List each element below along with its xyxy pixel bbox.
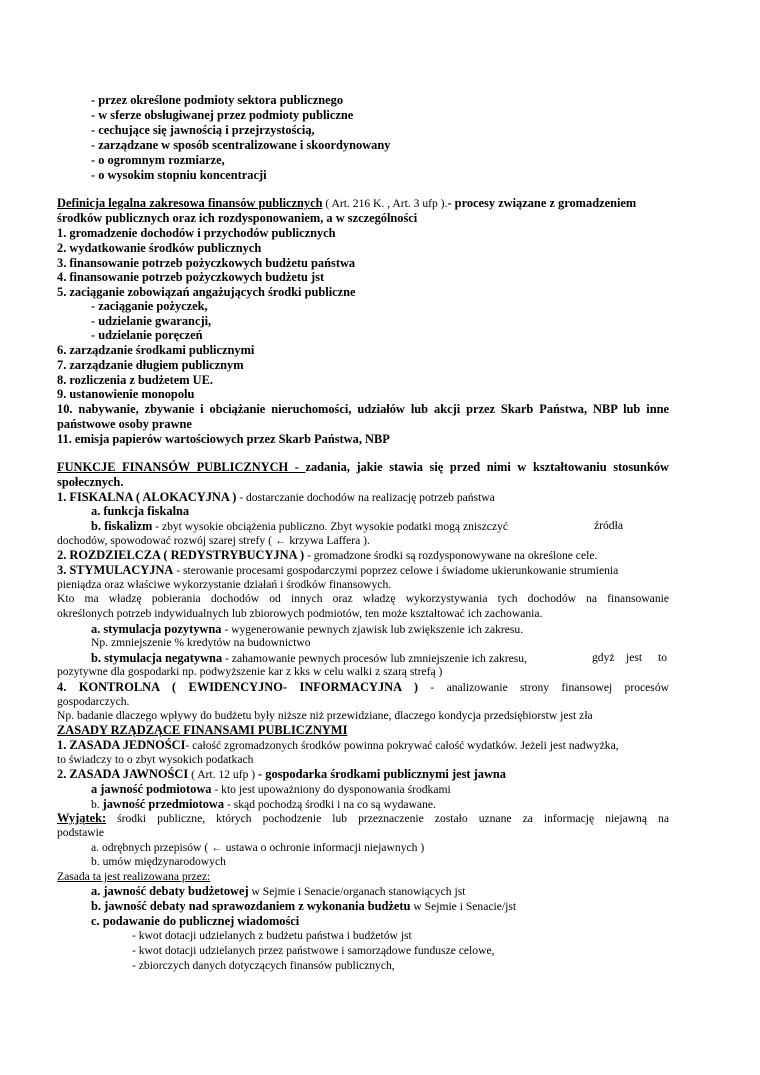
function-4-text-2: gospodarczych. (57, 695, 130, 708)
exception-title: Wyjątek: (57, 811, 107, 825)
function-1 (57, 490, 495, 505)
definition-item: 5. zaciąganie zobowiązań angażujących środki publiczne (57, 285, 356, 299)
function-3b-text-2: pozytywne dla gospodarki np. podwyższenie kar z kks w celu walki z szarą strefą ) (57, 665, 443, 678)
realized-a-text: w Sejmie i Senacie/organach stanowiących jst (248, 885, 466, 898)
intro-item: - cechujące się jawnością i przejrzystością, (91, 123, 315, 137)
functions-title-rest: zadania, jakie stawia się przed nimi w kształtowaniu stosunków (305, 460, 669, 474)
principle-2b-text: - skąd pochodzą środki i na co są wydawane. (224, 798, 436, 811)
definition-item: 2. wydatkowanie środków publicznych (57, 241, 262, 255)
function-1b-text-end: źródła (594, 519, 623, 532)
principle-2-title: 2. ZASADA JAWNOŚCI (57, 767, 189, 781)
intro-item: - zarządzane w sposób scentralizowane i skoordynowany (91, 138, 391, 152)
function-3b-text: - zahamowanie pewnych procesów lub zmniejszenie ich zakresu, (222, 652, 527, 665)
functions-title-rest-2: społecznych. (57, 475, 124, 489)
principle-2b-title: jawność przedmiotowa (102, 797, 225, 811)
principle-2b (91, 797, 436, 812)
definition-item-10-cont: państwowe osoby prawne (57, 417, 192, 431)
definition-item: 1. gromadzenie dochodów i przychodów publicznych (57, 226, 336, 240)
definition-item-11: 11. emisja papierów wartościowych przez Skarb Państwa, NBP (57, 432, 390, 446)
realized-title: Zasada ta jest realizowana przez: (57, 870, 211, 883)
function-4-example: Np. badanie dlaczego wpływy do budżetu były niższe niż przewidziane, dlaczego kondycja przedsiębiorstw jest zła (57, 709, 593, 722)
principle-2-text: - gospodarka środkami publicznymi jest jawna (258, 767, 507, 781)
function-3b-jest-word: jest (626, 651, 643, 664)
realized-c-item: - kwot dotacji udzielanych przez państwowe i samorządowe fundusze celowe, (132, 944, 495, 957)
realized-b-title: b. jawność debaty nad sprawozdaniem z wykonania budżetu (91, 899, 411, 913)
function-3 (57, 563, 618, 578)
realized-a-title: a. jawność debaty budżetowej (91, 884, 249, 898)
function-3-text-2: pieniądza oraz właściwe wykorzystanie działań i środków finansowych. (57, 578, 392, 591)
function-1b-title: b. fiskalizm (91, 519, 153, 533)
function-3a-text: - wygenerowanie pewnych zjawisk lub zwiększenie ich zakresu. (221, 623, 524, 636)
function-2 (57, 548, 597, 563)
intro-item: - o wysokim stopniu koncentracji (91, 168, 267, 182)
function-3a (91, 622, 523, 637)
principle-2b-prefix: b. (91, 798, 103, 811)
principle-1-text: - całość zgromadzonych środków powinna pokrywać całość wydatków. Jeżeli jest nadwyżka, (185, 739, 619, 752)
function-1-text: - dostarczanie dochodów na realizację potrzeb państwa (236, 491, 495, 504)
definition-text: - procesy związane z gromadzeniem (447, 196, 637, 210)
exception-text-2: podstawie (57, 826, 105, 839)
function-3a-example: Np. zmniejszenie % kredytów na budownictwo (91, 636, 311, 649)
function-1b-text-2: dochodów, spowodować rozwój szarej strefy ( ← krzywa Laffera ). (57, 534, 370, 547)
function-3b-gap-word: gdyż (592, 651, 615, 664)
realized-c-item: - kwot dotacji udzielanych z budżetu państwa i budżetów jst (132, 929, 412, 942)
function-3b (91, 651, 527, 666)
definition-item: 7. zarządzanie długiem publicznym (57, 358, 244, 372)
definition-ref: ( Art. 216 K. , Art. 3 ufp ). (322, 197, 448, 210)
principle-2-ref: ( Art. 12 ufp ) (188, 768, 259, 781)
definition-item: 9. ustanowienie monopolu (57, 387, 195, 401)
function-4-text: - analizowanie strony finansowej procesów (418, 681, 669, 694)
principle-1 (57, 738, 619, 753)
function-3b-to-word: to (658, 651, 668, 664)
principle-1-title: 1. ZASADA JEDNOŚCI (57, 738, 186, 752)
realized-a (91, 884, 465, 899)
intro-item: - o ogromnym rozmiarze, (91, 153, 225, 167)
function-3-text: - sterowanie procesami gospodarczymi poprzez celowe i świadome ukierunkowanie strumienia (173, 564, 619, 577)
realized-c-item: - zbiorczych danych dotyczących finansów publicznych, (132, 959, 395, 972)
realized-b-text: w Sejmie i Senacie/jst (410, 900, 517, 913)
function-3-text-3: Kto ma władzę pobierania dochodów od innych oraz władzę wykorzystywania tych dochodów na finansowanie (57, 592, 669, 605)
definition-text-2: środków publicznych oraz ich rozdysponowaniem, a w szczególności (57, 211, 418, 225)
function-1-title: 1. FISKALNA ( ALOKACYJNA ) (57, 490, 237, 504)
functions-title: FUNKCJE FINANSÓW PUBLICZNYCH - (57, 460, 306, 474)
exception (57, 811, 669, 826)
definition-item: 6. zarządzanie środkami publicznymi (57, 343, 255, 357)
exception-b: b. umów międzynarodowych (91, 855, 226, 868)
realized-b (91, 899, 516, 914)
function-4 (57, 680, 669, 695)
principle-2a-text: - kto jest upoważniony do dysponowania środkami (211, 783, 451, 796)
definition-subitem: - udzielanie poręczeń (91, 328, 203, 342)
function-2-text: - gromadzone środki są rozdysponowywane na określone cele. (304, 549, 598, 562)
principle-2a-title: a jawność podmiotowa (91, 782, 212, 796)
function-3-title: 3. STYMULACYJNA (57, 563, 174, 577)
intro-item: - przez określone podmioty sektora publicznego (91, 93, 344, 107)
function-2-title: 2. ROZDZIELCZA ( REDYSTRYBUCYJNA ) (57, 548, 305, 562)
intro-item: - w sferze obsługiwanej przez podmioty publiczne (91, 108, 354, 122)
definition-subitem: - zaciąganie pożyczek, (91, 299, 208, 313)
principle-2 (57, 767, 506, 782)
exception-a: a. odrębnych przepisów ( ← ustawa o ochronie informacji niejawnych ) (91, 841, 425, 854)
definition-subitem: - udzielanie gwarancji, (91, 314, 212, 328)
definition-title: Definicja legalna zakresowa finansów publicznych (57, 196, 323, 210)
definition-item: 8. rozliczenia z budżetem UE. (57, 373, 213, 387)
function-1a: a. funkcja fiskalna (91, 504, 190, 518)
principle-1-text-2: to świadczy to o zbyt wysokich podatkach (57, 753, 254, 766)
function-1b-text: - zbyt wysokie obciążenia publiczno. Zbyt wysokie podatki mogą zniszczyć (152, 520, 509, 533)
definition-item-10: 10. nabywanie, zbywanie i obciążanie nieruchomości, udziałów lub akcji przez Skarb Państwa, NBP lub inne (57, 402, 669, 416)
function-3a-title: a. stymulacja pozytywna (91, 622, 222, 636)
principles-title: ZASADY RZĄDZĄCE FINANSAMI PUBLICZNYMI (57, 723, 348, 737)
definition-item: 3. finansowanie potrzeb pożyczkowych budżetu państwa (57, 256, 356, 270)
function-4-title: 4. KONTROLNA ( EWIDENCYJNO- INFORMACYJNA ) (57, 680, 419, 694)
function-1b (91, 519, 508, 534)
definition-heading-line (57, 196, 636, 211)
principle-2a (91, 782, 451, 797)
function-3b-title: b. stymulacja negatywna (91, 651, 223, 665)
function-3-text-4: określonych potrzeb indywidualnych lub zbiorowych podmiotów, ten może kształtować ich zachowania. (57, 607, 543, 620)
definition-item: 4. finansowanie potrzeb pożyczkowych budżetu jst (57, 270, 325, 284)
functions-heading-line (57, 460, 669, 474)
exception-text: środki publiczne, których pochodzenie lub przeznaczenie zostało uznane za informację niejawną na (106, 812, 669, 825)
realized-c-title: c. podawanie do publicznej wiadomości (91, 914, 300, 928)
